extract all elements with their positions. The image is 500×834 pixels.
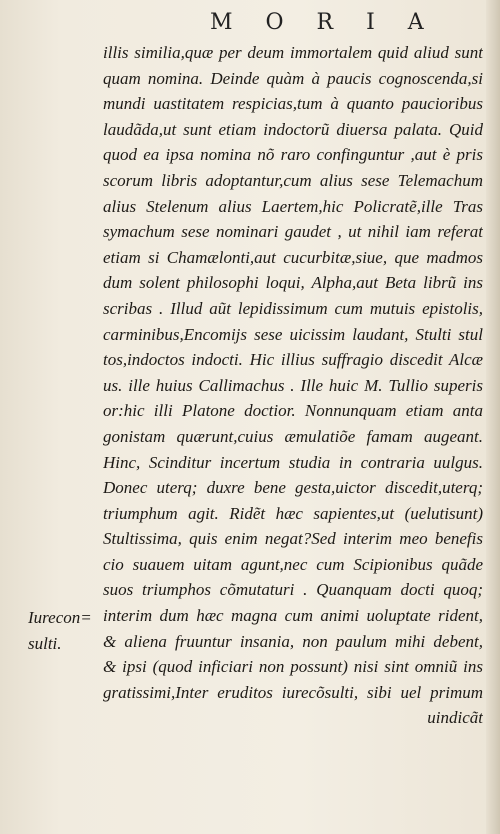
text-line: quod ea ipsa nomina nõ raro confinguntur ,aut è pris [103, 145, 483, 165]
text-line: scribas . Illud aũt lepidissimum cum mutuis epistolis, [103, 298, 483, 318]
running-title: M O R I A [210, 10, 437, 35]
text-line: us. ille huius Callimachus . Ille huic M. Tullio superis [103, 375, 483, 395]
text-line: quam nomina. Deinde quàm à paucis cognoscenda,si [103, 68, 483, 88]
body-text [103, 40, 483, 731]
marginal-note [28, 605, 100, 656]
text-line: cio suauem uitam agunt,nec cum Scipionibus quãde [103, 554, 483, 574]
text-line: Stultissima, quis enim negat?Sed interim meo benefis [103, 529, 483, 549]
text-line: illis similia,quæ per deum immortalem quid aliud sunt [103, 43, 483, 62]
margin-note-line: sulti. [28, 633, 62, 653]
text-line: mundi uastitatem respicias,tum à quanto paucioribus [103, 94, 483, 114]
text-line: triumphum agit. Ridẽt hæc sapientes,ut (uelutisunt) [103, 503, 483, 523]
text-line: dum solent philosophi loqui, Alpha,aut Beta librũ ins [103, 273, 483, 293]
text-line: & ipsi (quod inficiari non possunt) nisi sint omniũ ins [103, 657, 483, 677]
page-edge-shadow [486, 0, 500, 834]
text-line: carminibus,Encomijs sese uicissim laudant, Stulti stul [103, 324, 483, 344]
text-line: gratissimi,Inter eruditos iurecõsulti, sibi uel primum [103, 682, 483, 702]
text-line: or:hic illi Platone doctior. Nonnunquam etiam anta [103, 401, 483, 421]
text-line: symachum sese nominari gaudet , ut nihil iam referat [103, 222, 483, 242]
text-line: laudãda,ut sunt etiam indoctorũ diuersa palata. Quid [103, 119, 483, 139]
margin-note-line: Iurecon= [28, 608, 92, 627]
text-line: suos triumphos cõmutaturi . Quanquam docti quoq; [103, 580, 483, 600]
text-line: Hinc, Scinditur incertum studia in contraria uulgus. [103, 452, 483, 472]
text-line: gonistam quærunt,cuius æmulatiõe famam augeant. [103, 426, 483, 446]
text-line: Donec uterq; duxre bene gesta,uictor discedit,uterq; [103, 478, 483, 498]
text-line: scorum libris adoptantur,cum alius sese Telemachum [103, 170, 483, 190]
catchword: uindicãt [427, 708, 483, 728]
text-line: & aliena fruuntur insania, non paulum mihi debent, [103, 631, 483, 651]
text-line: tos,indoctos indocti. Hic illius suffragio discedit Alcæ [103, 350, 483, 370]
text-line: etiam si Chamælonti,aut cucurbitæ,siue, que madmos [103, 247, 483, 267]
text-line: interim dum hæc magna cum animi uoluptate rident, [103, 606, 483, 626]
text-line: alius Stelenum alius Laertem,hic Policratẽ,ille Tras [103, 196, 483, 216]
